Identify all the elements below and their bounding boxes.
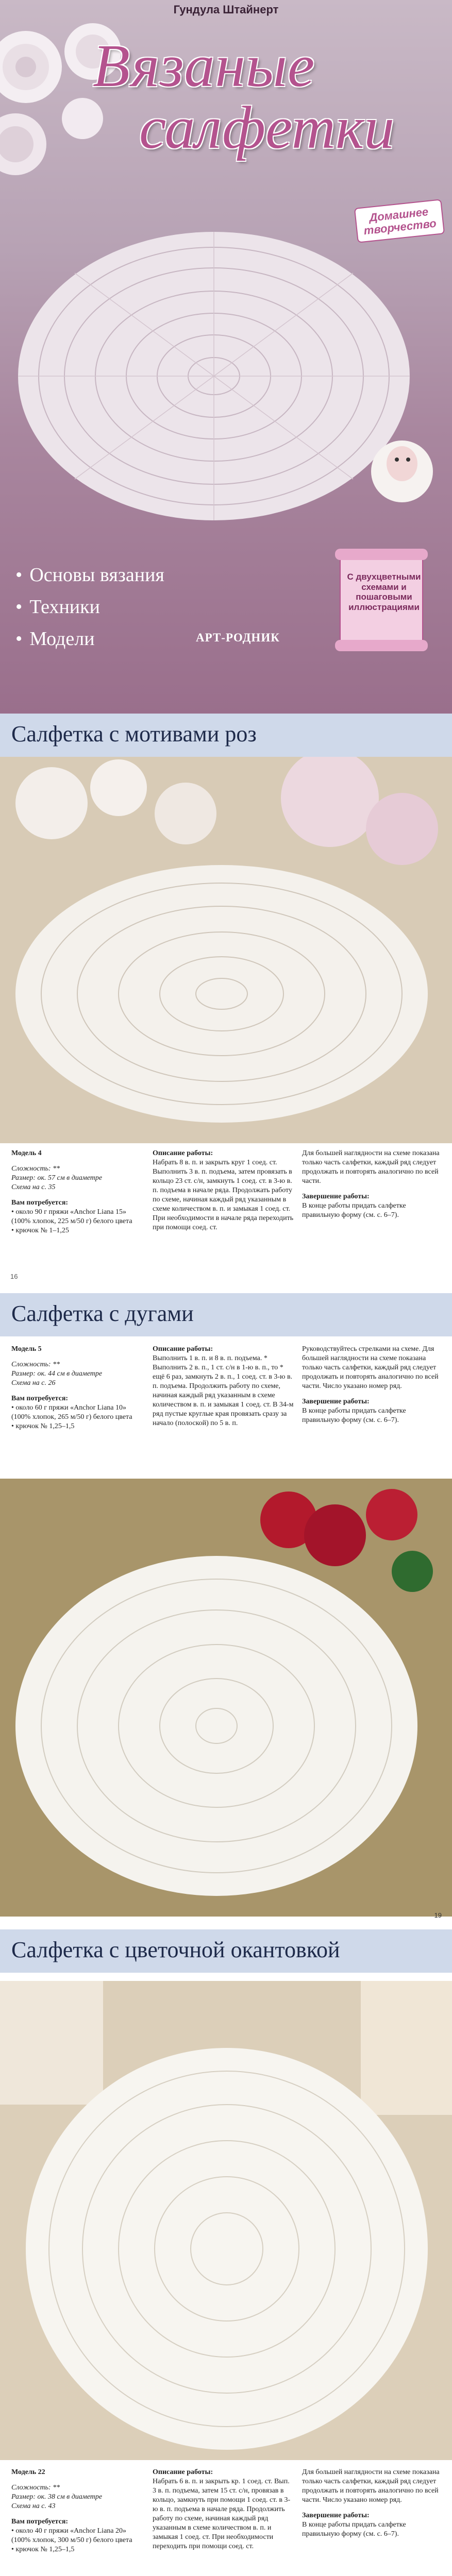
bullet-item: • Модели (15, 623, 164, 655)
instructions-columns (11, 1345, 444, 1431)
scheme-ref: Схема на с. 43 (11, 2502, 56, 2510)
doily-image (15, 222, 412, 526)
page-number: 19 (434, 1911, 442, 1919)
needs-item: • около 40 г пряжи «Anchor Liana 20» (100% хлопок, 300 м/50 г) белого цвета (11, 2527, 145, 2545)
difficulty: Сложность: ** (11, 1165, 60, 1173)
finish-text: В конце работы придать салфетке правильную форму (см. с. 6–7). (302, 1407, 406, 1424)
scheme-ref: Схема на с. 35 (11, 1183, 56, 1191)
author-name: Гундула Штайнерт (173, 3, 279, 16)
needs-item: • крючок № 1,25–1,5 (11, 2545, 145, 2554)
cover-title-line1: Вязаные (93, 32, 315, 99)
page-title: Салфетка с цветочной окантовкой (11, 1937, 340, 1962)
work-title: Описание работы: (153, 1345, 213, 1353)
instructions-columns (11, 2468, 444, 2554)
work-text: Набрать 8 в. п. и закрыть круг 1 соед. ст. Выполнить 3 в. п. подъема, затем провязать в кольцо 23 ст. с/н, замкнуть 1 соед. ст. в 3-ю в. п. подъема в начале ряда. Продолжать работу по схеме, начиная каждый ряд указанным в схеме количеством в. п. и замыкая 1 соед. ст. При необходимости в начале ряда переходить при помощи соед. ст. (153, 1159, 294, 1231)
instructions-columns (11, 1149, 444, 1235)
cover-bullet-list (15, 559, 164, 655)
work-title: Описание работы: (153, 2468, 213, 2476)
finish-title: Завершение работы: (302, 1398, 370, 1405)
size: Размер: ок. 57 см в диаметре (11, 1174, 103, 1182)
bullet-item: • Основы вязания (15, 559, 164, 591)
page-header-band (0, 1293, 452, 1336)
needs-item: • около 90 г пряжи «Anchor Liana 15» (100% хлопок, 225 м/50 г) белого цвета (11, 1208, 145, 1226)
page-header-band (0, 1929, 452, 1973)
size: Размер: ок. 38 см в диаметре (11, 2493, 103, 2501)
work-text: Выполнить 1 в. п. и 8 в. п. подъема. * Выполнить 2 в. п., 1 ст. с/н в 1-ю в. п., то * ещё 6 раз, замкнуть 2 в. п., 1 соед. ст. в 3-ю в. п. подъема. Продолжить работу по схеме, начиная каждый ряд указанным в схеме количеством в. п. и замыкая 1 соед. ст. В 34-м ряд пустые круглые края провязать сразу за начало (полоской) по 5 в. п. (153, 1354, 294, 1427)
finish-title: Завершение работы: (302, 1193, 370, 1200)
finish-text: В конце работы придать салфетке правильную форму (см. с. 6–7). (302, 1202, 406, 1219)
model-number: Модель 22 (11, 2468, 45, 2476)
col3-text: Руководствуйтесь стрелками на схеме. Для большей наглядности на схеме показана только часть салфетки, каждый ряд следует продолжать и повторять аналогично по всей части. Число указано номер ряд. (302, 1345, 439, 1390)
doily-photo (0, 1981, 452, 2460)
model-number: Модель 5 (11, 1345, 42, 1353)
needs-title: Вам потребуется: (11, 1199, 69, 1207)
needs-title: Вам потребуется: (11, 1395, 69, 1402)
needs-item: • крючок № 1,25–1,5 (11, 1422, 145, 1431)
cover-page (0, 0, 452, 714)
difficulty: Сложность: ** (11, 2484, 60, 2492)
col3-text: Для большей наглядности на схеме показана только часть салфетки, каждый ряд следует продолжать и повторять аналогично по всей части. (302, 1149, 440, 1185)
sheep-mascot-image (361, 422, 443, 515)
page-title: Салфетка с дугами (11, 1301, 194, 1326)
page-number: 16 (10, 1273, 18, 1280)
page-header-band (0, 714, 452, 757)
difficulty: Сложность: ** (11, 1361, 60, 1368)
needs-title: Вам потребуется: (11, 2518, 69, 2526)
scroll-text: С двухцветными схемами и пошаговыми иллюстрациями (347, 572, 421, 612)
doily-photo (0, 757, 452, 1143)
model-number: Модель 4 (11, 1149, 42, 1157)
scheme-ref: Схема на с. 26 (11, 1379, 56, 1387)
cover-title-line2: салфетки (139, 94, 395, 161)
bullet-item: • Техники (15, 591, 164, 623)
needs-item: • около 60 г пряжи «Anchor Liana 10» (100% хлопок, 265 м/50 г) белого цвета (11, 1403, 145, 1422)
series-badge: Домашнее творчество (354, 199, 445, 243)
page-title: Салфетка с мотивами роз (11, 721, 257, 747)
page-model-5 (0, 1293, 452, 1929)
work-title: Описание работы: (153, 1149, 213, 1157)
size: Размер: ок. 44 см в диаметре (11, 1370, 103, 1378)
work-text: Набрать 6 в. п. и закрыть кр. 1 соед. ст. Вып. 3 в. п. подъема, затем 15 ст. с/н, провязав в кольцо, замкнуть при помощи 1 соед. ст. в 3-ю в. п. подъема в начале ряда. Продолжить работу по схеме, начиная каждый ряд указанным в схеме количеством в. п. и замыкая 1 соед. ст. При необходимости переходить при помощи соед. ст. (153, 2478, 291, 2550)
page-model-4 (0, 714, 452, 1293)
col3-text: Для большей наглядности на схеме показана только часть салфетки, каждый ряд следует продолжать и повторять аналогично по всей части. Число указано номер ряд. (302, 2468, 440, 2504)
publisher-name: АРТ-РОДНИК (196, 631, 280, 644)
finish-title: Завершение работы: (302, 2512, 370, 2519)
finish-text: В конце работы придать салфетке правильную форму (см. с. 6–7). (302, 2521, 406, 2538)
doily-photo (0, 1479, 452, 1917)
page-model-22 (0, 1929, 452, 2576)
needs-item: • крючок № 1–1,25 (11, 1226, 145, 1235)
